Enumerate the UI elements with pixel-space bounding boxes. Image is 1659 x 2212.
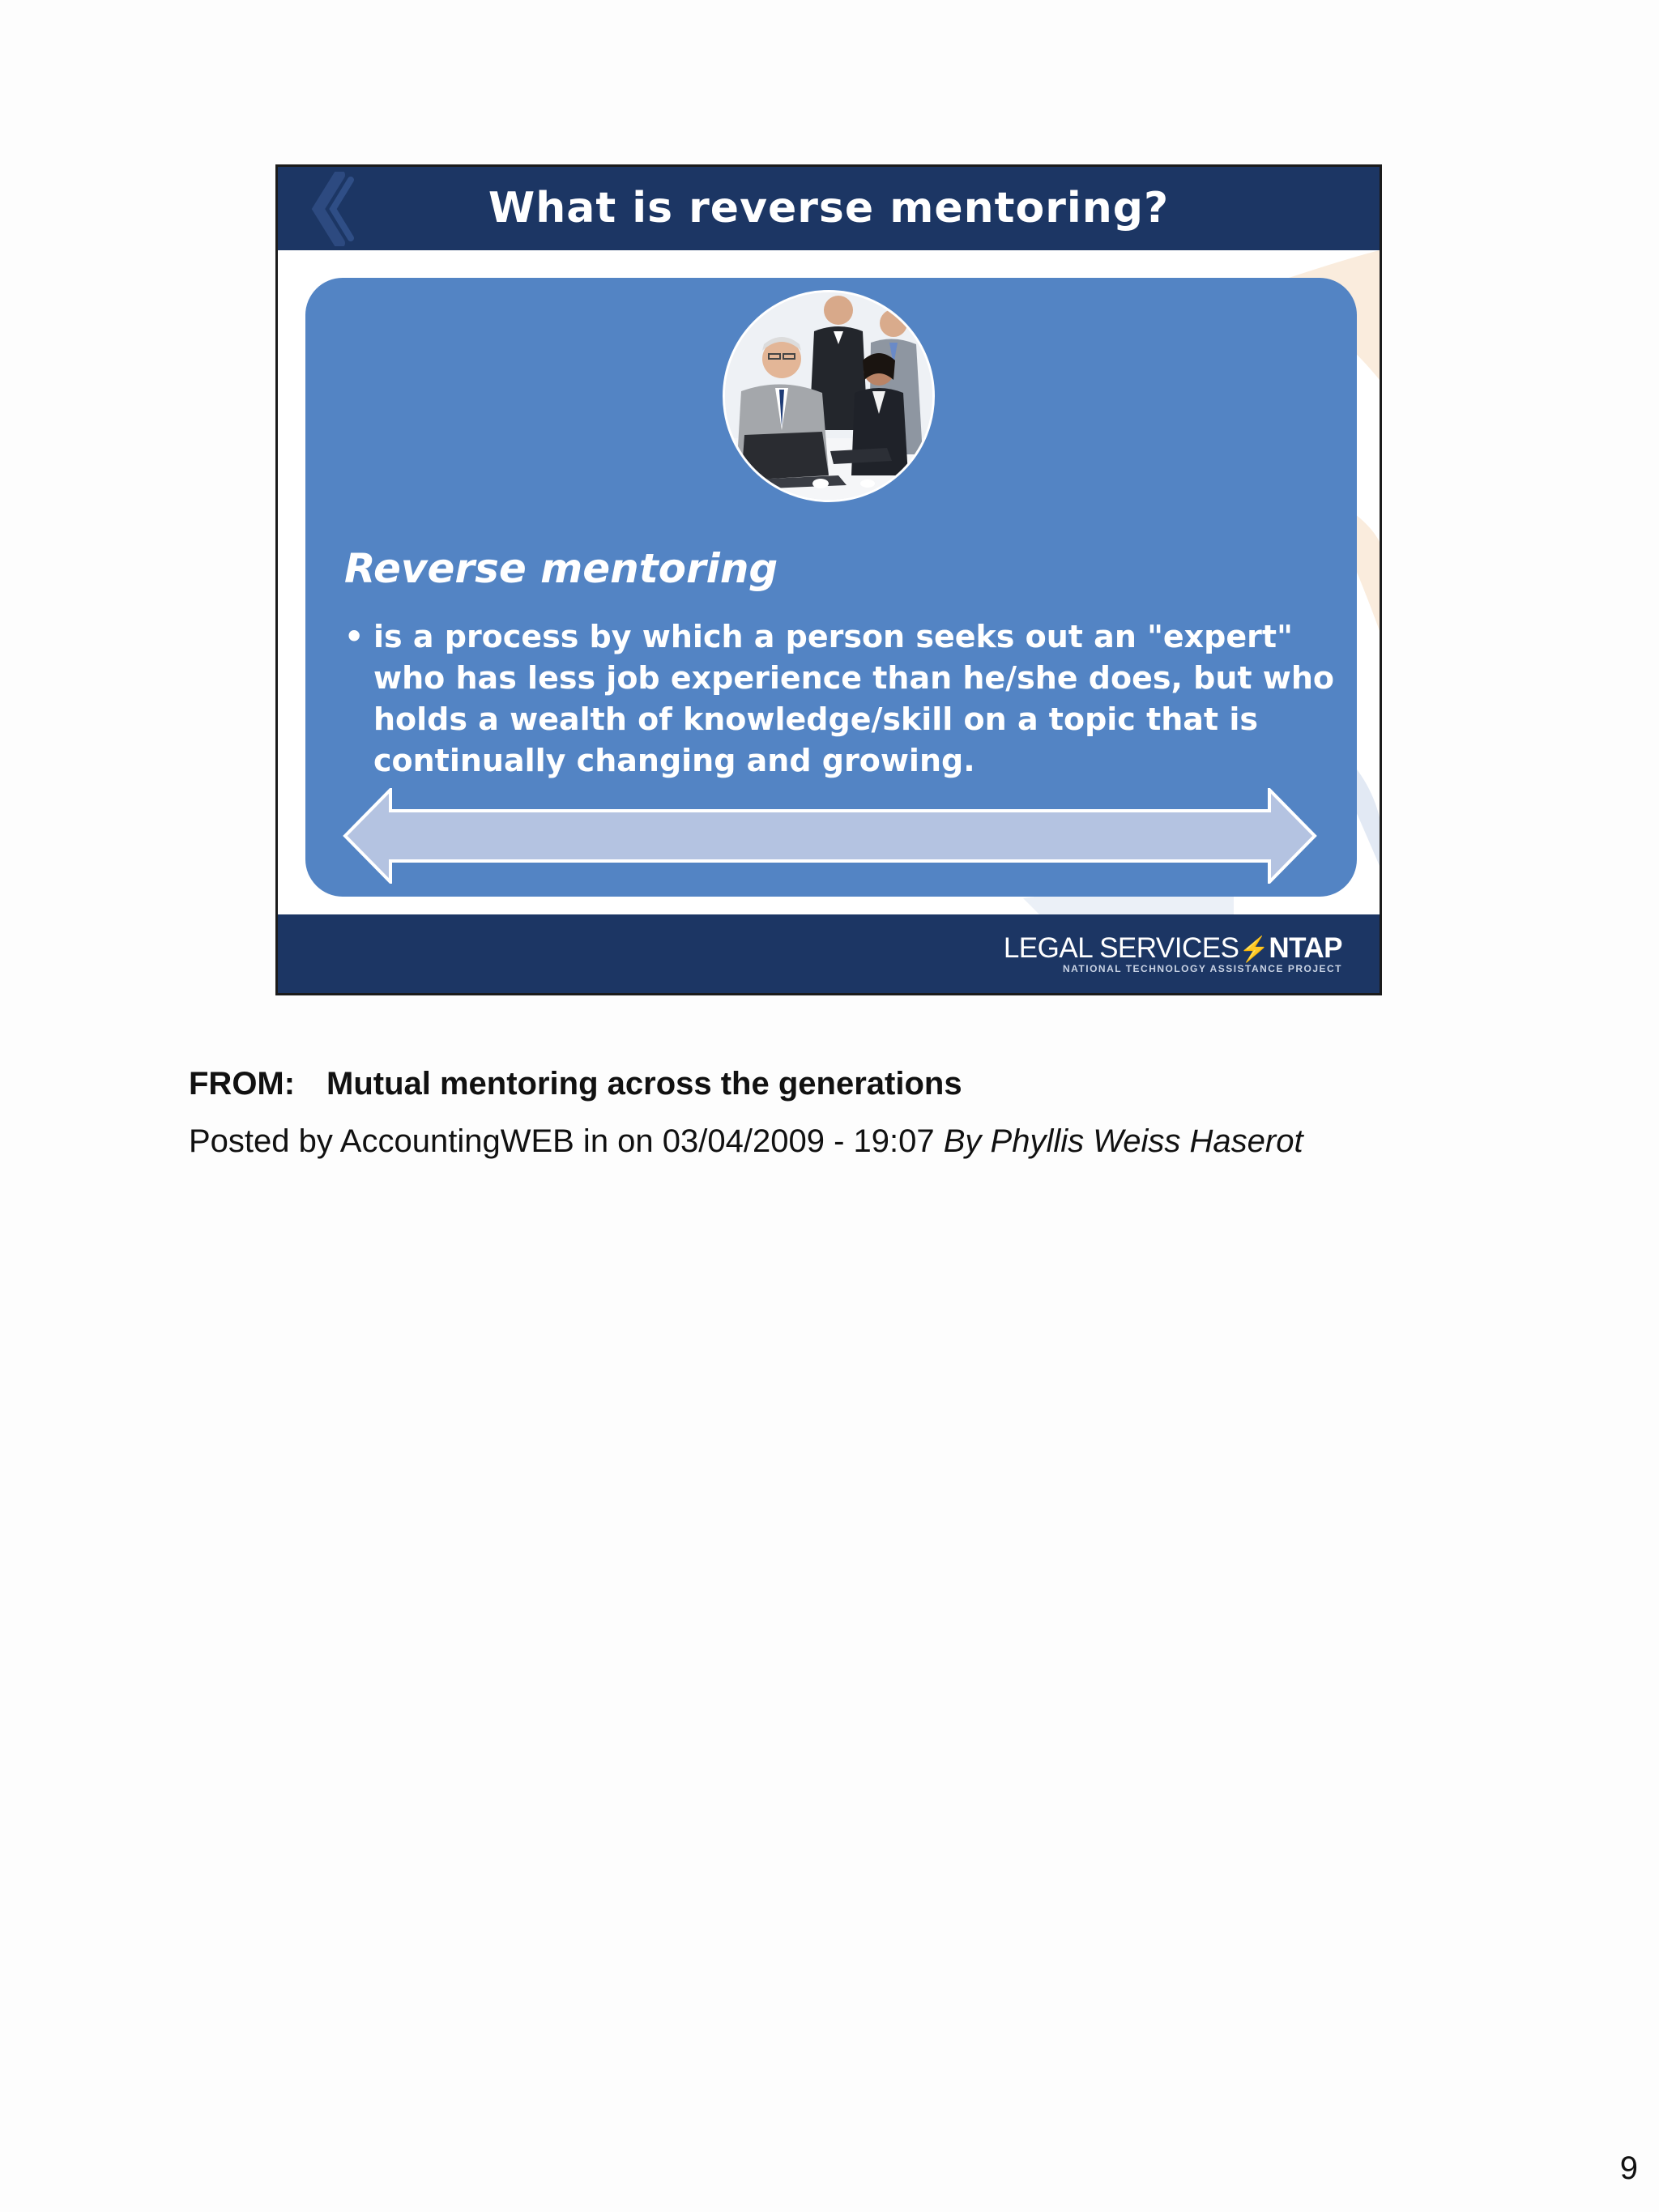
slide-header-bar — [278, 167, 1380, 250]
legal-services-ntap-logo — [1004, 932, 1342, 974]
posted-info: Posted by AccountingWEB in on 03/04/2009 - 19:07 — [189, 1123, 935, 1159]
slide — [275, 164, 1382, 995]
panel-heading: Reverse mentoring — [344, 545, 778, 592]
business-team-photo — [723, 290, 935, 502]
bullet-text: is a process by which a person seeks out an "expert" who has less job experience than he/she does, but who holds a wealth of knowledge/skill on a topic that is continually changing and growing. — [373, 619, 1335, 778]
slide-footer-bar — [278, 914, 1380, 995]
bullet-dot-icon: • — [344, 619, 365, 654]
author-byline: By Phyllis Weiss Haserot — [943, 1123, 1303, 1159]
logo-text-legal-services: LEGAL SERVICES — [1003, 932, 1239, 964]
source-title: Mutual mentoring across the generations — [326, 1066, 962, 1102]
source-label: FROM: — [189, 1066, 296, 1102]
page-number: 9 — [1619, 2150, 1638, 2186]
notes-source-line — [189, 1066, 962, 1102]
notes-meta-line — [189, 1123, 1303, 1160]
lightning-bolt-icon: ⚡ — [1239, 936, 1269, 963]
double-headed-arrow-icon — [342, 788, 1318, 884]
logo-tagline: NATIONAL TECHNOLOGY ASSISTANCE PROJECT — [1062, 963, 1342, 974]
content-panel — [305, 278, 1357, 897]
logo-text-ntap: NTAP — [1269, 932, 1342, 964]
slide-title: What is reverse mentoring? — [488, 184, 1170, 232]
team-photo-illustration — [725, 292, 932, 500]
